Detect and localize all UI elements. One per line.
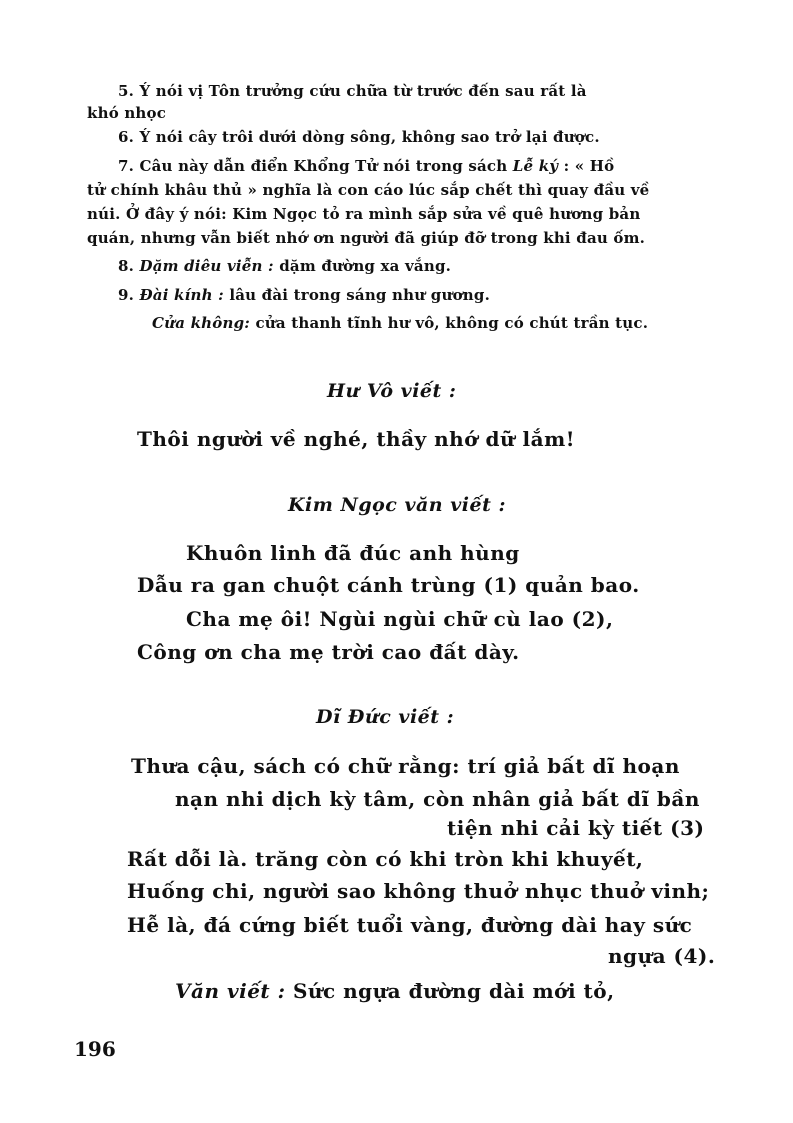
di-duc-line-5: Huống chi, người sao không thuở nhục thuở vinh; xyxy=(127,879,710,903)
note-7-line-2: tử chính khâu thủ » nghĩa là con cáo lúc sắp chết thì quay đầu về xyxy=(87,181,650,199)
note-9-number: 9. xyxy=(118,286,140,304)
di-duc-line-6: Hễ là, đá cứng biết tuổi vàng, đường dài hay sức xyxy=(127,913,693,937)
van-viet-line xyxy=(175,979,615,1003)
van-viet-text: Sức ngựa đường dài mới tỏ, xyxy=(285,979,615,1003)
hu-vo-line: Thôi người về nghé, thầy nhớ dữ lắm! xyxy=(137,427,576,451)
kim-ngoc-line-4: Công ơn cha mẹ trời cao đất dày. xyxy=(137,640,520,664)
note-8-number: 8. xyxy=(118,257,140,275)
note-7-line-4: quán, nhưng vẫn biết nhớ ơn người đã giúp đỡ trong khi đau ốm. xyxy=(87,229,646,247)
note-9 xyxy=(118,286,490,304)
di-duc-line-2: nạn nhi dịch kỳ tâm, còn nhân giả bất dĩ bần xyxy=(175,787,700,811)
note-9b-term: Cửa không: xyxy=(152,314,251,332)
note-6: 6. Ý nói cây trôi dưới dòng sông, không sao trở lại được. xyxy=(118,128,600,146)
note-5-line-2: khó nhọc xyxy=(87,104,167,122)
di-duc-line-1: Thưa cậu, sách có chữ rằng: trí giả bất dĩ hoạn xyxy=(131,754,680,778)
note-9b xyxy=(152,314,648,332)
note-8 xyxy=(118,257,451,275)
kim-ngoc-line-2: Dẫu ra gan chuột cánh trùng (1) quản bao. xyxy=(137,573,640,597)
note-8-text: dặm đường xa vắng. xyxy=(273,257,452,275)
note-9-text: lâu đài trong sáng như gương. xyxy=(223,286,490,304)
di-duc-line-7: ngựa (4). xyxy=(608,944,716,968)
note-7-text: 7. Câu này dẫn điển Khổng Tử nói trong sách xyxy=(118,157,513,175)
note-8-term: Dặm diêu viễn : xyxy=(139,257,274,275)
kim-ngoc-line-1: Khuôn linh đã đúc anh hùng xyxy=(186,541,520,565)
note-7-text-end: : « Hồ xyxy=(558,157,615,175)
note-9-term: Đài kính : xyxy=(139,286,224,304)
heading-hu-vo: Hư Vô viết : xyxy=(327,380,457,402)
di-duc-line-3: tiện nhi cải kỳ tiết (3) xyxy=(447,816,705,840)
page-number: 196 xyxy=(74,1037,116,1061)
heading-kim-ngoc: Kim Ngọc văn viết : xyxy=(288,494,506,516)
heading-di-duc: Dĩ Đức viết : xyxy=(316,706,455,728)
di-duc-line-4: Rất dỗi là. trăng còn có khi tròn khi khuyết, xyxy=(127,847,644,871)
kim-ngoc-line-3: Cha mẹ ôi! Ngùi ngùi chữ cù lao (2), xyxy=(186,607,614,631)
note-7-line-3: núi. Ở đây ý nói: Kim Ngọc tỏ ra mình sắp sửa về quê hương bản xyxy=(87,205,641,223)
note-9b-text: cửa thanh tĩnh hư vô, không có chút trần tục. xyxy=(250,314,649,332)
van-viet-label: Văn viết : xyxy=(175,979,286,1003)
note-7-term: Lễ ký xyxy=(512,157,559,175)
note-5-line-1: 5. Ý nói vị Tôn trưởng cứu chữa từ trước đến sau rất là xyxy=(118,82,587,100)
note-7-line-1 xyxy=(118,157,614,175)
